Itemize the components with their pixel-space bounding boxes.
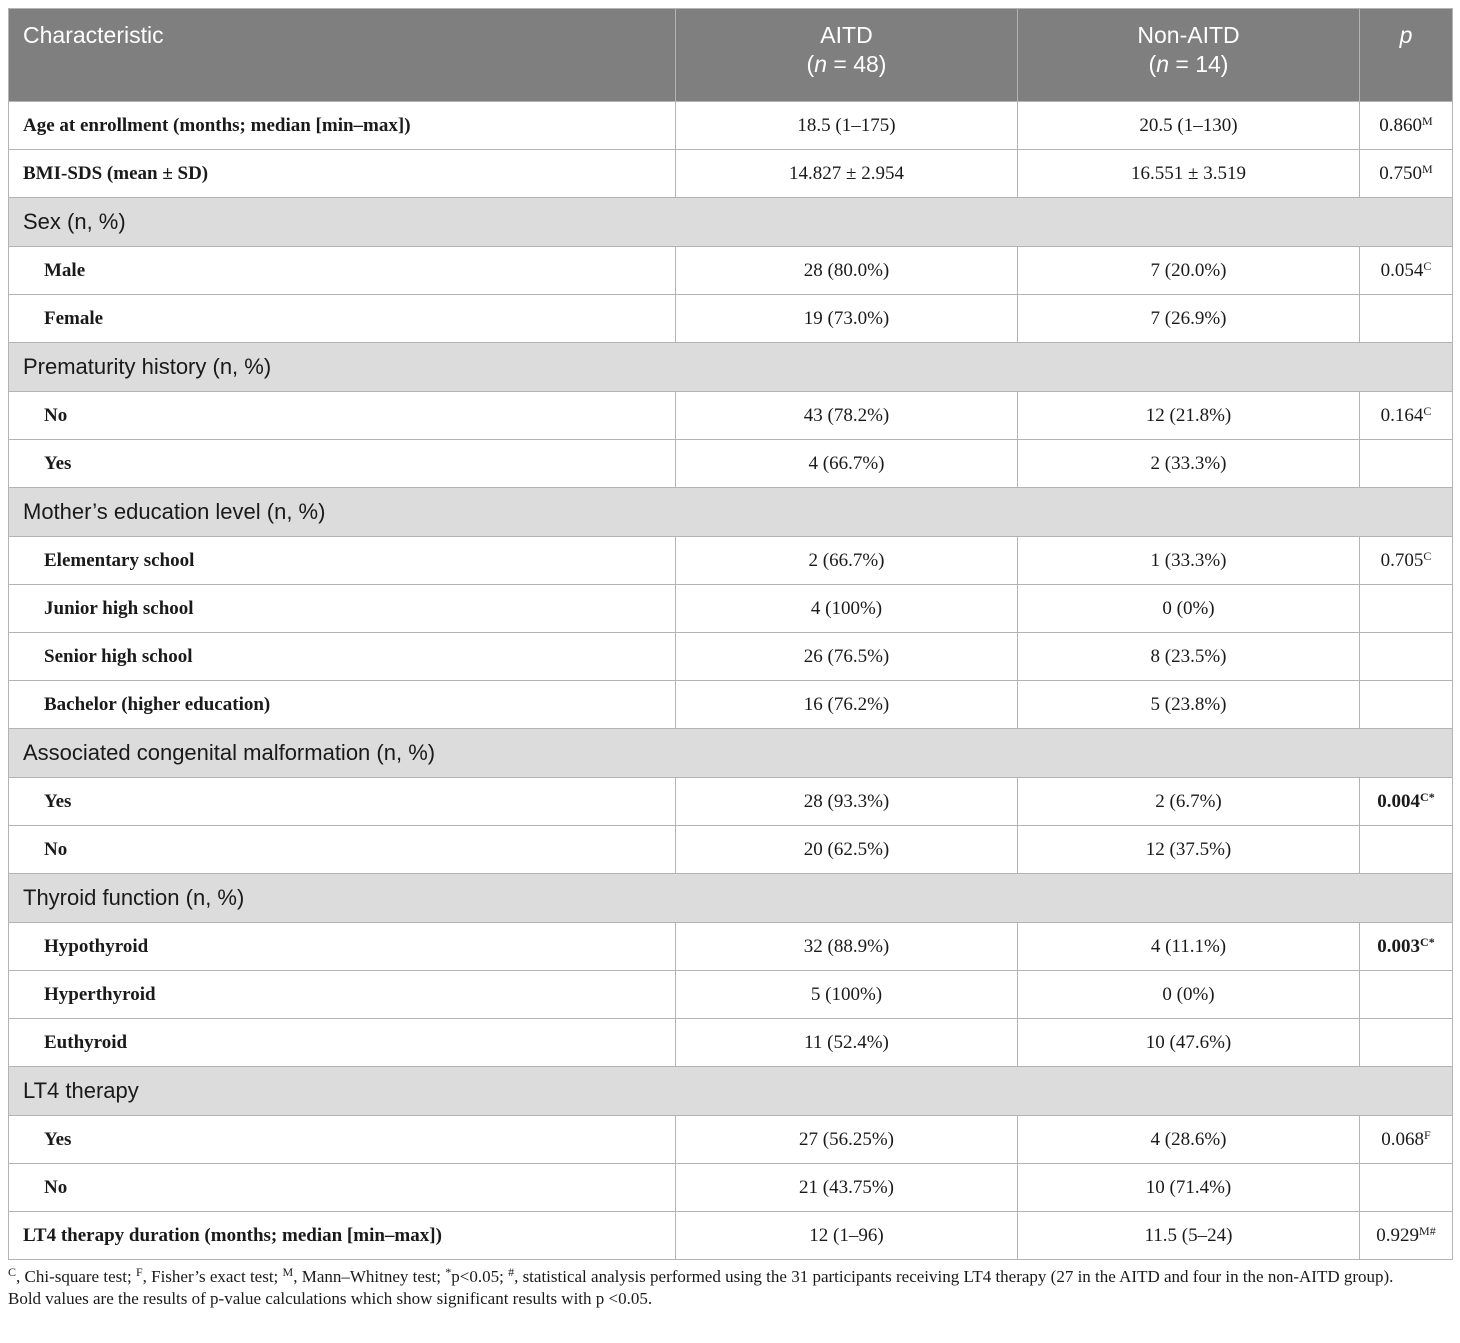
footnote-bold-note: Bold values are the results of p-value calculations which show significant results with p <0.05. bbox=[8, 1289, 653, 1308]
characteristics-table bbox=[8, 8, 1453, 1260]
table-row-lt4-yes bbox=[9, 1116, 1453, 1164]
non-aitd-value: 12 (21.8%) bbox=[1018, 392, 1360, 440]
row-label: Male bbox=[9, 247, 676, 295]
row-label: No bbox=[9, 826, 676, 874]
p-number: 0.929 bbox=[1376, 1224, 1420, 1246]
row-label: Senior high school bbox=[9, 633, 676, 681]
non-aitd-value: 12 (37.5%) bbox=[1018, 826, 1360, 874]
p-test-marker: F bbox=[1424, 1127, 1431, 1142]
p-value-significant bbox=[1360, 923, 1453, 971]
row-label: Yes bbox=[9, 440, 676, 488]
p-value-empty bbox=[1360, 633, 1453, 681]
aitd-value: 26 (76.5%) bbox=[676, 633, 1018, 681]
p-value bbox=[1360, 537, 1453, 585]
aitd-value: 4 (100%) bbox=[676, 585, 1018, 633]
section-title: Prematurity history (n, %) bbox=[9, 343, 1453, 392]
non-aitd-value: 2 (6.7%) bbox=[1018, 778, 1360, 826]
footnote-text-c: , Chi-square test; bbox=[16, 1267, 136, 1286]
p-value-empty bbox=[1360, 1019, 1453, 1067]
p-number: 0.750 bbox=[1379, 162, 1423, 184]
table-row-malformation-no bbox=[9, 826, 1453, 874]
footnote-text-star: p<0.05; bbox=[451, 1267, 509, 1286]
section-row-thyroid bbox=[9, 874, 1453, 923]
aitd-value: 20 (62.5%) bbox=[676, 826, 1018, 874]
table-row-hyperthyroid bbox=[9, 971, 1453, 1019]
p-value-empty bbox=[1360, 1164, 1453, 1212]
p-value-empty bbox=[1360, 826, 1453, 874]
non-aitd-value: 4 (28.6%) bbox=[1018, 1116, 1360, 1164]
row-label: BMI-SDS (mean ± SD) bbox=[9, 150, 676, 198]
header-characteristic: Characteristic bbox=[9, 9, 676, 102]
p-test-marker: C bbox=[1423, 403, 1432, 418]
aitd-value: 12 (1–96) bbox=[676, 1212, 1018, 1260]
table-row-elementary bbox=[9, 537, 1453, 585]
p-number: 0.705 bbox=[1380, 549, 1424, 571]
p-number: 0.054 bbox=[1380, 259, 1424, 281]
non-aitd-value: 2 (33.3%) bbox=[1018, 440, 1360, 488]
non-aitd-value: 10 (71.4%) bbox=[1018, 1164, 1360, 1212]
aitd-value: 21 (43.75%) bbox=[676, 1164, 1018, 1212]
aitd-value: 18.5 (1–175) bbox=[676, 102, 1018, 150]
table-row-junior bbox=[9, 585, 1453, 633]
table-row-senior bbox=[9, 633, 1453, 681]
header-aitd-label: AITD bbox=[820, 22, 873, 48]
row-label: Hyperthyroid bbox=[9, 971, 676, 1019]
p-test-marker: C* bbox=[1420, 789, 1435, 804]
header-p-label: p bbox=[1399, 22, 1413, 48]
p-value bbox=[1360, 1212, 1453, 1260]
aitd-value: 2 (66.7%) bbox=[676, 537, 1018, 585]
section-title: Associated congenital malformation (n, %) bbox=[9, 729, 1453, 778]
header-aitd-n-label: n bbox=[814, 51, 827, 77]
p-value-empty bbox=[1360, 681, 1453, 729]
table-row-prematurity-yes bbox=[9, 440, 1453, 488]
non-aitd-value: 5 (23.8%) bbox=[1018, 681, 1360, 729]
footnote-sup-m: M bbox=[282, 1265, 294, 1279]
section-row-sex bbox=[9, 198, 1453, 247]
non-aitd-value: 0 (0%) bbox=[1018, 971, 1360, 1019]
table-row-hypothyroid bbox=[9, 923, 1453, 971]
p-test-marker: M bbox=[1422, 113, 1433, 128]
aitd-value: 11 (52.4%) bbox=[676, 1019, 1018, 1067]
aitd-value: 5 (100%) bbox=[676, 971, 1018, 1019]
table-row-euthyroid bbox=[9, 1019, 1453, 1067]
p-test-marker: C bbox=[1423, 548, 1432, 563]
aitd-value: 14.827 ± 2.954 bbox=[676, 150, 1018, 198]
header-aitd: AITD (n = 48) bbox=[676, 9, 1018, 102]
table-row-lt4-no bbox=[9, 1164, 1453, 1212]
non-aitd-value: 10 (47.6%) bbox=[1018, 1019, 1360, 1067]
footnote-text-m: , Mann–Whitney test; bbox=[293, 1267, 446, 1286]
p-test-marker: M# bbox=[1419, 1223, 1436, 1238]
table-row-prematurity-no bbox=[9, 392, 1453, 440]
p-value-empty bbox=[1360, 440, 1453, 488]
non-aitd-value: 7 (26.9%) bbox=[1018, 295, 1360, 343]
header-non-aitd-label: Non-AITD bbox=[1137, 22, 1240, 48]
table-container bbox=[8, 8, 1452, 1310]
p-number: 0.004 bbox=[1377, 790, 1421, 812]
section-row-malformation bbox=[9, 729, 1453, 778]
section-title: Mother’s education level (n, %) bbox=[9, 488, 1453, 537]
row-label: Bachelor (higher education) bbox=[9, 681, 676, 729]
row-label: Hypothyroid bbox=[9, 923, 676, 971]
row-label: Yes bbox=[9, 778, 676, 826]
row-label: No bbox=[9, 392, 676, 440]
non-aitd-value: 7 (20.0%) bbox=[1018, 247, 1360, 295]
p-value bbox=[1360, 392, 1453, 440]
aitd-value: 19 (73.0%) bbox=[676, 295, 1018, 343]
row-label: Age at enrollment (months; median [min–max]) bbox=[9, 102, 676, 150]
section-title: Sex (n, %) bbox=[9, 198, 1453, 247]
row-label: LT4 therapy duration (months; median [min–max]) bbox=[9, 1212, 676, 1260]
footnote-text-f: , Fisher’s exact test; bbox=[142, 1267, 283, 1286]
non-aitd-value: 4 (11.1%) bbox=[1018, 923, 1360, 971]
footnote-legend bbox=[8, 1266, 1452, 1288]
row-label: Euthyroid bbox=[9, 1019, 676, 1067]
p-value bbox=[1360, 1116, 1453, 1164]
header-non-aitd-n-value: = 14) bbox=[1169, 51, 1229, 77]
row-label: Junior high school bbox=[9, 585, 676, 633]
section-row-prematurity bbox=[9, 343, 1453, 392]
footnote-sup-star: * bbox=[445, 1265, 452, 1279]
p-value bbox=[1360, 150, 1453, 198]
non-aitd-value: 0 (0%) bbox=[1018, 585, 1360, 633]
header-aitd-n-value: = 48) bbox=[827, 51, 887, 77]
header-non-aitd: Non-AITD (n = 14) bbox=[1018, 9, 1360, 102]
header-non-aitd-n-label: n bbox=[1156, 51, 1169, 77]
p-number: 0.003 bbox=[1377, 935, 1421, 957]
row-label: Elementary school bbox=[9, 537, 676, 585]
non-aitd-value: 11.5 (5–24) bbox=[1018, 1212, 1360, 1260]
table-row-bmi bbox=[9, 150, 1453, 198]
non-aitd-value: 8 (23.5%) bbox=[1018, 633, 1360, 681]
section-title: LT4 therapy bbox=[9, 1067, 1453, 1116]
p-value bbox=[1360, 102, 1453, 150]
p-test-marker: C* bbox=[1420, 934, 1435, 949]
p-value bbox=[1360, 247, 1453, 295]
header-p bbox=[1360, 9, 1453, 102]
section-row-education bbox=[9, 488, 1453, 537]
p-test-marker: M bbox=[1422, 161, 1433, 176]
aitd-value: 4 (66.7%) bbox=[676, 440, 1018, 488]
table-header-row bbox=[9, 9, 1453, 102]
row-label: Female bbox=[9, 295, 676, 343]
p-value-empty bbox=[1360, 971, 1453, 1019]
p-value-significant bbox=[1360, 778, 1453, 826]
row-label: Yes bbox=[9, 1116, 676, 1164]
section-title: Thyroid function (n, %) bbox=[9, 874, 1453, 923]
p-value-empty bbox=[1360, 585, 1453, 633]
footnote-sup-c: C bbox=[8, 1265, 17, 1279]
p-test-marker: C bbox=[1423, 258, 1432, 273]
table-row-male bbox=[9, 247, 1453, 295]
aitd-value: 28 (80.0%) bbox=[676, 247, 1018, 295]
p-value-empty bbox=[1360, 295, 1453, 343]
non-aitd-value: 1 (33.3%) bbox=[1018, 537, 1360, 585]
footnote-sup-f: F bbox=[135, 1265, 143, 1279]
footnote-sup-hash: # bbox=[508, 1265, 515, 1279]
aitd-value: 27 (56.25%) bbox=[676, 1116, 1018, 1164]
table-row-age bbox=[9, 102, 1453, 150]
aitd-value: 43 (78.2%) bbox=[676, 392, 1018, 440]
table-row-bachelor bbox=[9, 681, 1453, 729]
aitd-value: 28 (93.3%) bbox=[676, 778, 1018, 826]
non-aitd-value: 16.551 ± 3.519 bbox=[1018, 150, 1360, 198]
table-row-female bbox=[9, 295, 1453, 343]
footnote-text-hash: , statistical analysis performed using the 31 participants receiving LT4 therapy (27 in the AITD and four in the non-AITD group). bbox=[514, 1267, 1394, 1286]
p-number: 0.164 bbox=[1380, 404, 1424, 426]
non-aitd-value: 20.5 (1–130) bbox=[1018, 102, 1360, 150]
row-label: No bbox=[9, 1164, 676, 1212]
section-row-lt4 bbox=[9, 1067, 1453, 1116]
table-footnotes bbox=[8, 1266, 1452, 1310]
table-row-lt4-duration bbox=[9, 1212, 1453, 1260]
aitd-value: 16 (76.2%) bbox=[676, 681, 1018, 729]
table-row-malformation-yes bbox=[9, 778, 1453, 826]
aitd-value: 32 (88.9%) bbox=[676, 923, 1018, 971]
p-number: 0.068 bbox=[1381, 1128, 1425, 1150]
p-number: 0.860 bbox=[1379, 114, 1423, 136]
